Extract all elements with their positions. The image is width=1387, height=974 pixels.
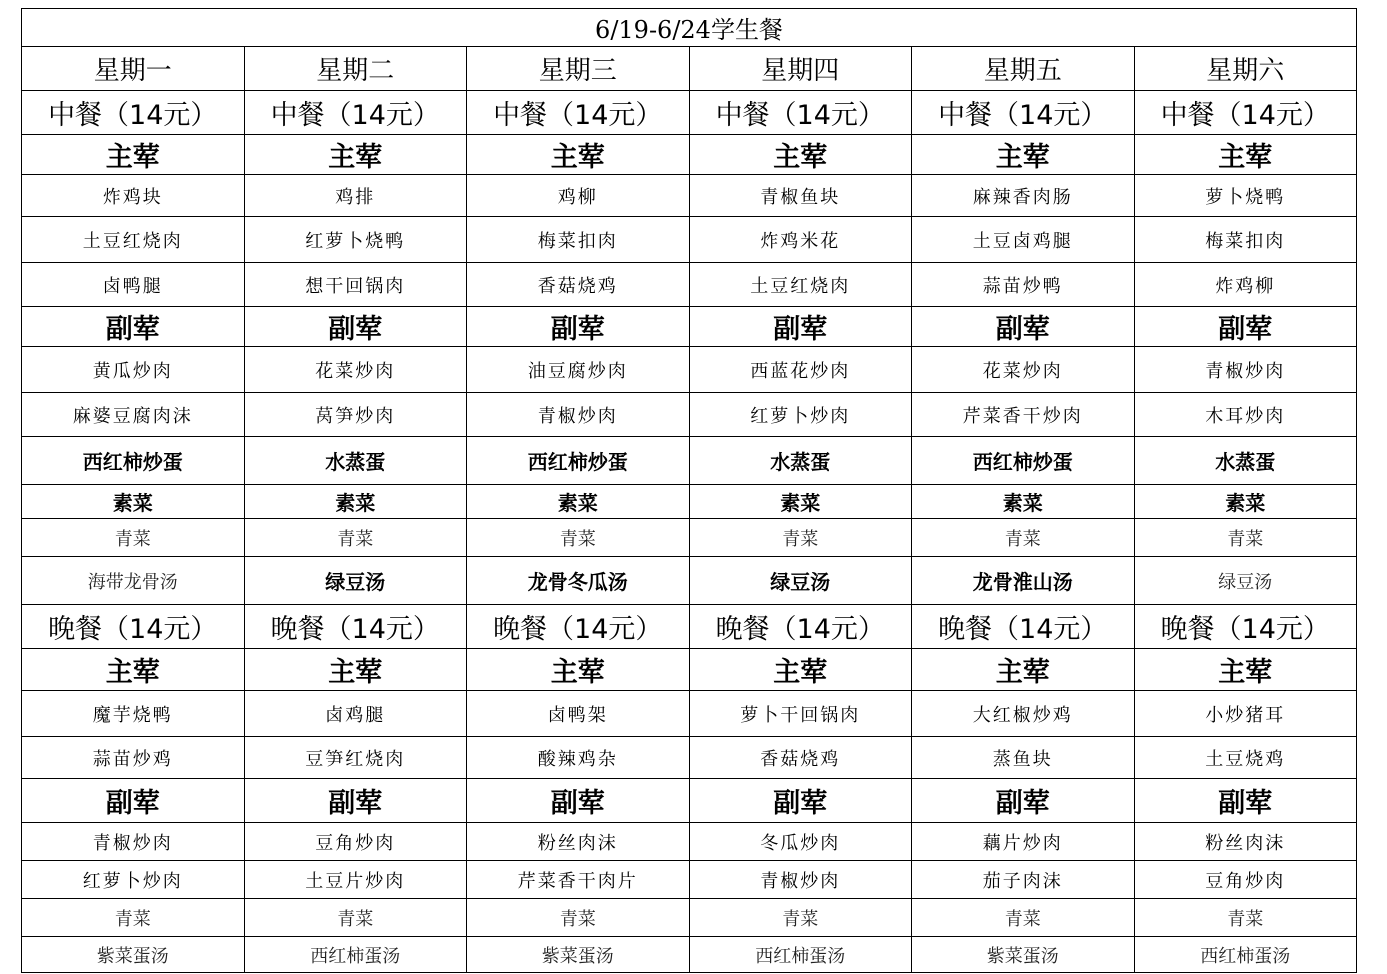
dinner-side-dish-row: [22, 861, 1357, 899]
lunch-soup-cell: 龙骨淮山汤: [912, 557, 1135, 605]
dinner-soup-cell: 紫菜蛋汤: [912, 937, 1135, 973]
lunch-main-dish-cell: 土豆卤鸡腿: [912, 217, 1135, 263]
dinner-label-cell: 晚餐（14元）: [1134, 605, 1357, 649]
dinner-side-dish-cell: 青椒炒肉: [22, 823, 245, 861]
menu-title: 6/19-6/24学生餐: [22, 9, 1357, 47]
lunch-side-dish-row: [22, 347, 1357, 393]
dinner-main-dish-row: [22, 691, 1357, 737]
dinner-side-dish-cell: 豆角炒肉: [1134, 861, 1357, 899]
lunch-veg-dish-cell: 青菜: [22, 519, 245, 557]
lunch-side-label-cell: 副荤: [467, 307, 690, 347]
lunch-side-label-cell: 副荤: [22, 307, 245, 347]
lunch-main-dish-row: [22, 263, 1357, 307]
dinner-soup-row: [22, 937, 1357, 973]
lunch-veg-label-cell: 素菜: [912, 485, 1135, 519]
dinner-main-dish-cell: 卤鸡腿: [244, 691, 467, 737]
day-header-cell: 星期四: [689, 47, 912, 91]
lunch-main-dish-cell: 梅菜扣肉: [1134, 217, 1357, 263]
lunch-main-dish-cell: 蒜苗炒鸭: [912, 263, 1135, 307]
dinner-side-dish-cell: 粉丝肉沫: [1134, 823, 1357, 861]
lunch-veg-dish-cell: 青菜: [467, 519, 690, 557]
lunch-main-dish-cell: 鸡排: [244, 175, 467, 217]
dinner-main-dish-cell: 魔芋烧鸭: [22, 691, 245, 737]
lunch-veg-dish-cell: 青菜: [912, 519, 1135, 557]
lunch-main-label-cell: 主荤: [467, 135, 690, 175]
dinner-main-dish-cell: 蒸鱼块: [912, 737, 1135, 779]
dinner-soup-cell: 西红柿蛋汤: [689, 937, 912, 973]
lunch-main-dish-cell: 香菇烧鸡: [467, 263, 690, 307]
lunch-side-dish-cell: 红萝卜炒肉: [689, 393, 912, 437]
lunch-main-dish-row: [22, 175, 1357, 217]
lunch-main-dish-cell: 炸鸡块: [22, 175, 245, 217]
lunch-side-dish-cell: 西蓝花炒肉: [689, 347, 912, 393]
dinner-side-label-cell: 副荤: [244, 779, 467, 823]
lunch-side-label-row: [22, 307, 1357, 347]
dinner-veg-dish-cell: 青菜: [912, 899, 1135, 937]
dinner-side-label-cell: 副荤: [912, 779, 1135, 823]
lunch-veg-label-row: [22, 485, 1357, 519]
lunch-main-dish-cell: 鸡柳: [467, 175, 690, 217]
lunch-label-cell: 中餐（14元）: [22, 91, 245, 135]
dinner-main-label-cell: 主荤: [244, 649, 467, 691]
lunch-main-dish-cell: 卤鸭腿: [22, 263, 245, 307]
lunch-main-dish-cell: 萝卜烧鸭: [1134, 175, 1357, 217]
lunch-soup-cell: 绿豆汤: [689, 557, 912, 605]
dinner-soup-cell: 西红柿蛋汤: [244, 937, 467, 973]
dinner-side-dish-cell: 豆角炒肉: [244, 823, 467, 861]
dinner-veg-dish-cell: 青菜: [244, 899, 467, 937]
lunch-egg-dish-cell: 西红柿炒蛋: [912, 437, 1135, 485]
dinner-main-label-cell: 主荤: [689, 649, 912, 691]
dinner-side-dish-cell: 藕片炒肉: [912, 823, 1135, 861]
dinner-side-dish-cell: 红萝卜炒肉: [22, 861, 245, 899]
lunch-label-cell: 中餐（14元）: [244, 91, 467, 135]
dinner-veg-dish-cell: 青菜: [689, 899, 912, 937]
lunch-main-label-cell: 主荤: [22, 135, 245, 175]
lunch-main-dish-cell: 炸鸡柳: [1134, 263, 1357, 307]
lunch-side-dish-cell: 木耳炒肉: [1134, 393, 1357, 437]
lunch-veg-dish-cell: 青菜: [244, 519, 467, 557]
lunch-main-label-cell: 主荤: [912, 135, 1135, 175]
lunch-egg-dish-cell: 水蒸蛋: [1134, 437, 1357, 485]
day-header-cell: 星期五: [912, 47, 1135, 91]
lunch-veg-dish-cell: 青菜: [1134, 519, 1357, 557]
dinner-main-label-cell: 主荤: [1134, 649, 1357, 691]
lunch-main-dish-cell: 土豆红烧肉: [689, 263, 912, 307]
dinner-side-label-cell: 副荤: [22, 779, 245, 823]
dinner-side-dish-cell: 土豆片炒肉: [244, 861, 467, 899]
dinner-main-dish-row: [22, 737, 1357, 779]
lunch-egg-dish-cell: 西红柿炒蛋: [467, 437, 690, 485]
dinner-side-label-row: [22, 779, 1357, 823]
lunch-soup-cell: 海带龙骨汤: [22, 557, 245, 605]
lunch-veg-label-cell: 素菜: [689, 485, 912, 519]
lunch-main-dish-cell: 红萝卜烧鸭: [244, 217, 467, 263]
dinner-main-label-cell: 主荤: [22, 649, 245, 691]
dinner-side-dish-cell: 青椒炒肉: [689, 861, 912, 899]
day-header-cell: 星期六: [1134, 47, 1357, 91]
dinner-main-dish-cell: 豆笋红烧肉: [244, 737, 467, 779]
lunch-side-dish-cell: 黄瓜炒肉: [22, 347, 245, 393]
lunch-side-dish-cell: 青椒炒肉: [1134, 347, 1357, 393]
lunch-main-label-cell: 主荤: [689, 135, 912, 175]
dinner-side-dish-cell: 粉丝肉沫: [467, 823, 690, 861]
lunch-label-cell: 中餐（14元）: [1134, 91, 1357, 135]
dinner-label-row: [22, 605, 1357, 649]
dinner-main-dish-cell: 土豆烧鸡: [1134, 737, 1357, 779]
lunch-main-dish-cell: 梅菜扣肉: [467, 217, 690, 263]
lunch-side-dish-cell: 芹菜香干炒肉: [912, 393, 1135, 437]
lunch-main-dish-cell: 麻辣香肉肠: [912, 175, 1135, 217]
dinner-soup-cell: 西红柿蛋汤: [1134, 937, 1357, 973]
lunch-side-dish-cell: 青椒炒肉: [467, 393, 690, 437]
lunch-veg-label-cell: 素菜: [1134, 485, 1357, 519]
day-header-row: [22, 47, 1357, 91]
dinner-main-dish-cell: 小炒猪耳: [1134, 691, 1357, 737]
dinner-label-cell: 晚餐（14元）: [22, 605, 245, 649]
lunch-main-label-cell: 主荤: [244, 135, 467, 175]
lunch-egg-dish-row: [22, 437, 1357, 485]
lunch-veg-dish-cell: 青菜: [689, 519, 912, 557]
lunch-soup-cell: 绿豆汤: [1134, 557, 1357, 605]
dinner-side-label-cell: 副荤: [1134, 779, 1357, 823]
lunch-veg-dish-row: [22, 519, 1357, 557]
lunch-veg-label-cell: 素菜: [467, 485, 690, 519]
lunch-main-label-row: [22, 135, 1357, 175]
lunch-side-label-cell: 副荤: [244, 307, 467, 347]
dinner-main-dish-cell: 香菇烧鸡: [689, 737, 912, 779]
lunch-soup-cell: 龙骨冬瓜汤: [467, 557, 690, 605]
lunch-egg-dish-cell: 西红柿炒蛋: [22, 437, 245, 485]
dinner-side-dish-cell: 芹菜香干肉片: [467, 861, 690, 899]
lunch-side-dish-cell: 油豆腐炒肉: [467, 347, 690, 393]
lunch-label-cell: 中餐（14元）: [467, 91, 690, 135]
lunch-side-dish-cell: 麻婆豆腐肉沫: [22, 393, 245, 437]
dinner-side-dish-row: [22, 823, 1357, 861]
dinner-main-dish-cell: 卤鸭架: [467, 691, 690, 737]
lunch-label-row: [22, 91, 1357, 135]
lunch-egg-dish-cell: 水蒸蛋: [689, 437, 912, 485]
dinner-main-label-cell: 主荤: [467, 649, 690, 691]
lunch-label-cell: 中餐（14元）: [689, 91, 912, 135]
dinner-label-cell: 晚餐（14元）: [912, 605, 1135, 649]
lunch-main-dish-cell: 土豆红烧肉: [22, 217, 245, 263]
lunch-side-label-cell: 副荤: [689, 307, 912, 347]
lunch-main-dish-cell: 想干回锅肉: [244, 263, 467, 307]
lunch-side-dish-cell: 花菜炒肉: [912, 347, 1135, 393]
dinner-side-label-cell: 副荤: [689, 779, 912, 823]
lunch-veg-label-cell: 素菜: [22, 485, 245, 519]
dinner-main-dish-cell: 大红椒炒鸡: [912, 691, 1135, 737]
lunch-main-label-cell: 主荤: [1134, 135, 1357, 175]
dinner-main-label-cell: 主荤: [912, 649, 1135, 691]
dinner-veg-dish-cell: 青菜: [1134, 899, 1357, 937]
dinner-side-dish-cell: 冬瓜炒肉: [689, 823, 912, 861]
dinner-side-dish-cell: 茄子肉沫: [912, 861, 1135, 899]
dinner-label-cell: 晚餐（14元）: [244, 605, 467, 649]
dinner-veg-dish-cell: 青菜: [22, 899, 245, 937]
dinner-veg-dish-row: [22, 899, 1357, 937]
lunch-egg-dish-cell: 水蒸蛋: [244, 437, 467, 485]
lunch-soup-row: [22, 557, 1357, 605]
dinner-soup-cell: 紫菜蛋汤: [22, 937, 245, 973]
day-header-cell: 星期二: [244, 47, 467, 91]
lunch-side-label-cell: 副荤: [912, 307, 1135, 347]
lunch-main-dish-cell: 炸鸡米花: [689, 217, 912, 263]
lunch-label-cell: 中餐（14元）: [912, 91, 1135, 135]
lunch-main-dish-cell: 青椒鱼块: [689, 175, 912, 217]
lunch-veg-label-cell: 素菜: [244, 485, 467, 519]
lunch-side-dish-row: [22, 393, 1357, 437]
dinner-main-dish-cell: 酸辣鸡杂: [467, 737, 690, 779]
lunch-soup-cell: 绿豆汤: [244, 557, 467, 605]
dinner-main-dish-cell: 萝卜干回锅肉: [689, 691, 912, 737]
lunch-main-dish-row: [22, 217, 1357, 263]
day-header-cell: 星期一: [22, 47, 245, 91]
dinner-main-label-row: [22, 649, 1357, 691]
title-row: [22, 9, 1357, 47]
dinner-label-cell: 晚餐（14元）: [467, 605, 690, 649]
day-header-cell: 星期三: [467, 47, 690, 91]
lunch-side-dish-cell: 花菜炒肉: [244, 347, 467, 393]
lunch-side-label-cell: 副荤: [1134, 307, 1357, 347]
dinner-veg-dish-cell: 青菜: [467, 899, 690, 937]
lunch-side-dish-cell: 莴笋炒肉: [244, 393, 467, 437]
dinner-label-cell: 晚餐（14元）: [689, 605, 912, 649]
dinner-soup-cell: 紫菜蛋汤: [467, 937, 690, 973]
menu-table: [21, 8, 1357, 973]
dinner-main-dish-cell: 蒜苗炒鸡: [22, 737, 245, 779]
dinner-side-label-cell: 副荤: [467, 779, 690, 823]
